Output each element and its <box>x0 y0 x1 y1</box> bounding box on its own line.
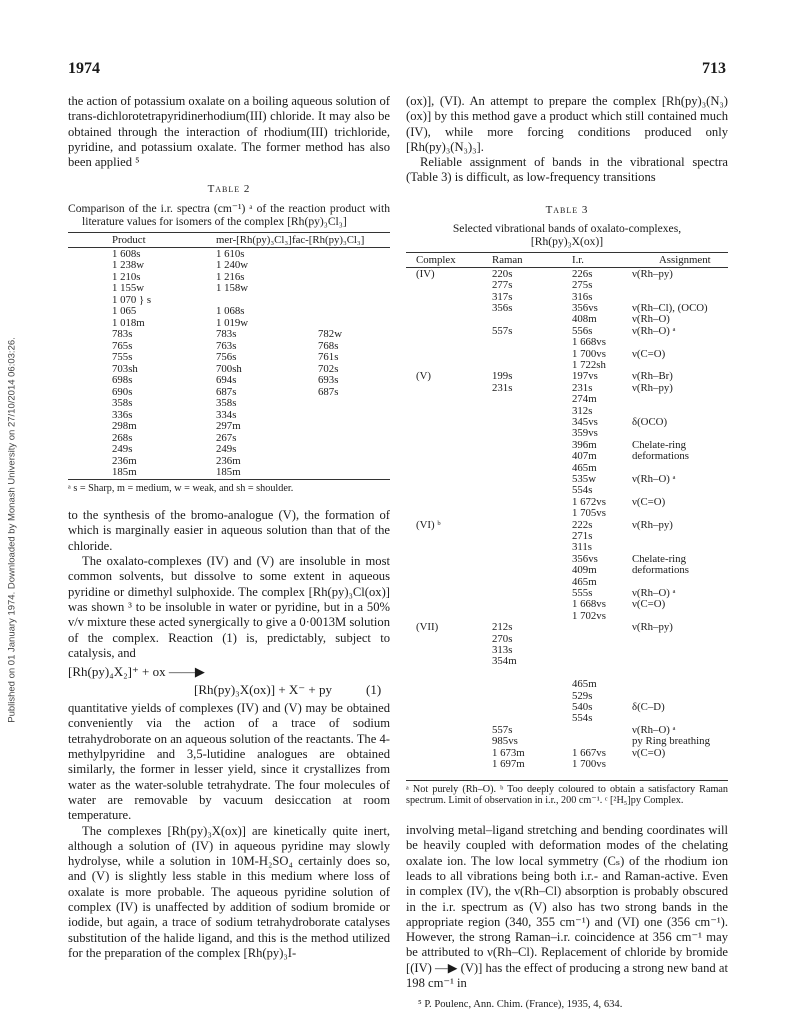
table3-header-ir: I.r. <box>572 253 584 266</box>
table2-product-cell: 698s <box>112 374 133 387</box>
table3-raman-cell: 231s <box>492 381 513 394</box>
table3-ir-cell: 555s <box>572 587 593 600</box>
table2-product-cell: 1 018m <box>112 316 145 329</box>
table3-raman-cell: 985vs <box>492 735 518 748</box>
table2-mer-cell: 185m <box>216 466 241 479</box>
right-paragraph-3: involving metal–ligand stretching and bending coordinates will be heavily coupled with deformation modes of the chelating oxalate ion. The low local symmetry (Cₛ) of the rhodium ion leads to all vibrations being both i.r.- and Raman-active. Even in complex (IV), the ν(Rh–Cl) absorption is probably obscured in the i.r. spectrum as (V) also has two strong bands in the appropriate region (340, 355 cm⁻¹) and (VI) one (356 cm⁻¹). However, the strong Raman–i.r. coincidence at 356 cm⁻¹ may be attributed to ν(Rh–Cl). Replacement of chloride by bromide [(IV) —▶ (V)] has the effect of producing a strong new band at 198 cm⁻¹ in <box>406 823 728 991</box>
equation-1 <box>68 661 390 701</box>
table2-product-cell: 249s <box>112 443 133 456</box>
page-number: 713 <box>702 60 726 77</box>
table2-mer-cell: 297m <box>216 420 241 433</box>
table3-ir-cell: 396m <box>572 438 597 451</box>
table3-assignment-cell: ν(Rh–py) <box>632 267 673 280</box>
table2-product-cell: 1 238w <box>112 259 145 272</box>
table2-footnote: ᵃ s = Sharp, m = medium, w = weak, and sh = shoulder. <box>68 479 390 495</box>
table3-raman-cell: 313s <box>492 644 513 657</box>
table2-product-cell: 358s <box>112 397 133 410</box>
table2-mer-cell: 358s <box>216 397 237 410</box>
table3-assignment-cell: δ(OCO) <box>632 416 668 429</box>
table3-raman-cell: 1 697m <box>492 758 525 771</box>
table3-ir-cell: 1 722sh <box>572 359 606 372</box>
left-paragraph-1: the action of potassium oxalate on a boiling aqueous solution of trans-dichlorotetrapyridinerhodium(III) chloride. It may also be obtained through the interaction of rhodium(III) trichloride, pyridine, and potassium oxalate. The former method has also been applied ⁵ <box>68 94 390 170</box>
table3-ir-cell: 312s <box>572 404 593 417</box>
table2-product-cell: 765s <box>112 339 133 352</box>
right-paragraph-1: (ox)], (VI). An attempt to prepare the complex [Rh(py)₃(N₃)(ox)] by this method gave a product which still contained much (IV), while more forcing conditions produced only [Rh(py)₃(N₃)₃]. <box>406 94 728 154</box>
table3-assignment-cell: ν(Rh–O) ᵃ <box>632 723 676 736</box>
table2-title: Table 2 <box>207 183 251 196</box>
left-paragraph-3: The oxalato-complexes (IV) and (V) are insoluble in most common solvents, but dissolve to some extent in aqueous pyridine or dimethyl sulphoxide. The complex [Rh(py)₃Cl(ox)] was shown ³ to be insoluble in water or pyridine, but in a 50% v/v mixture these acted synergically to give a 0·0013M solution of the complex. Reaction (1) is, predictably, subject to catalysis, and <box>68 554 390 660</box>
table2-fac-cell: 761s <box>318 351 339 364</box>
table3-raman-cell: 270s <box>492 632 513 645</box>
table3-complex-cell: (VII) <box>416 621 439 634</box>
table-header-rule <box>406 267 728 268</box>
table3-ir-cell: 465m <box>572 575 597 588</box>
table3-ir-cell: 408m <box>572 313 597 326</box>
table3-ir-cell: 1 705vs <box>572 507 606 520</box>
table3-assignment-cell: ν(C=O) <box>632 347 666 360</box>
table3-ir-cell: 540s <box>572 701 593 714</box>
left-column <box>68 94 390 961</box>
table2-mer-cell: 267s <box>216 431 237 444</box>
table3-ir-cell: 529s <box>572 689 593 702</box>
table3-ir-cell: 535w <box>572 473 596 486</box>
table3-title: Table 3 <box>545 203 589 216</box>
table2-mer-cell: 756s <box>216 351 237 364</box>
table2-fac-cell: 782w <box>318 328 342 341</box>
table3-assignment-cell: ν(C=O) <box>632 598 666 611</box>
table-header-rule <box>68 247 390 248</box>
table3-assignment-cell: deformations <box>632 450 689 463</box>
table3-ir-cell: 345vs <box>572 416 598 429</box>
table2-product-cell: 1 608s <box>112 247 141 260</box>
table2-product-cell: 1 065 <box>112 305 137 318</box>
table2-product-cell: 1 210s <box>112 270 141 283</box>
table2-product-cell: 336s <box>112 408 133 421</box>
table3-complex-cell: (VI) ᵇ <box>416 518 441 531</box>
reference-5: ⁵ P. Poulenc, Ann. Chim. (France), 1935, 4, 634. <box>418 999 623 1011</box>
table3-footnote: ᵃ Not purely (Rh–O). ᵇ Too deeply coloured to obtain a satisfactory Raman spectrum. Limit of observation in i.r., 200 cm⁻¹. ᶜ [²H₅]py Complex. <box>406 780 728 807</box>
table3-raman-cell: 212s <box>492 621 513 634</box>
table3-ir-cell: 271s <box>572 530 593 543</box>
table3-assignment-cell: δ(C–D) <box>632 701 665 714</box>
table3-assignment-cell: ν(Rh–O) <box>632 313 670 326</box>
equation-left: [Rh(py)₄X₂]⁺ + ox ——▶ <box>68 664 205 680</box>
table2-header-product: Product <box>112 233 146 246</box>
table2-mer-cell: 1 158w <box>216 282 249 295</box>
table2-product-cell: 1 070 } s <box>112 293 152 306</box>
table2-product-cell: 185m <box>112 466 137 479</box>
table2-mer-cell: 687s <box>216 385 237 398</box>
table3-assignment-cell: ν(Rh–O) ᵃ <box>632 473 676 486</box>
table3-raman-cell: 557s <box>492 324 513 337</box>
table3-raman-cell: 220s <box>492 267 513 280</box>
download-watermark-text: Published on 01 January 1974. Downloaded by Monash University on 27/10/2014 06:03:26. <box>6 337 18 723</box>
table3-ir-cell: 1 700vs <box>572 758 606 771</box>
left-paragraph-2: to the synthesis of the bromo-analogue (V), the formation of which is marginally easier in aqueous solution than that of the chloride. <box>68 508 390 553</box>
table3-ir-cell: 554s <box>572 484 593 497</box>
table2-product-cell: 236m <box>112 454 137 467</box>
table3-raman-cell: 557s <box>492 723 513 736</box>
table3-assignment-cell: ν(Rh–O) ᵃ <box>632 324 676 337</box>
table2-mer-cell: 236m <box>216 454 241 467</box>
table3-complex-cell: (V) <box>416 370 431 383</box>
table3-raman-cell: 317s <box>492 290 513 303</box>
table3-ir-cell: 407m <box>572 450 597 463</box>
table3-raman-cell: 356s <box>492 302 513 315</box>
table2-mer-cell: 763s <box>216 339 237 352</box>
left-paragraph-4: quantitative yields of complexes (IV) and (V) may be obtained conveniently via the action of a trace of sodium tetrahydroborate on an aqueous solution of the reactants. The 4-methylpyridine and 3,5-lutidine analogues are obtained similarly, the former in lesser yield, since it crystallizes from water as the water-soluble tetrahydrate. The four molecules of water are removable by vacuum desiccation at room temperature. <box>68 701 390 823</box>
table3-top-rule <box>406 252 728 253</box>
table3-ir-cell: 556s <box>572 324 593 337</box>
table3-assignment-cell: Chelate-ring <box>632 552 686 565</box>
table2-product-cell: 755s <box>112 351 133 364</box>
table3-ir-cell: 1 700vs <box>572 347 606 360</box>
table2-mer-cell: 1 216s <box>216 270 245 283</box>
table2-mer-cell: 1 240w <box>216 259 249 272</box>
table3-raman-cell: 199s <box>492 370 513 383</box>
table3-caption-1: Selected vibrational bands of oxalato-complexes, <box>452 222 682 236</box>
download-watermark <box>2 180 22 880</box>
table2-mer-cell: 249s <box>216 443 237 456</box>
table3-ir-cell: 311s <box>572 541 592 554</box>
table3-ir-cell: 222s <box>572 518 593 531</box>
table3-assignment-cell: Chelate-ring <box>632 438 686 451</box>
table2-product-cell: 268s <box>112 431 133 444</box>
table3-raman-cell: 354m <box>492 655 517 668</box>
table2-header-fac: fac-[Rh(py)₃Cl₃] <box>292 233 365 246</box>
table2-mer-cell: 694s <box>216 374 237 387</box>
table2-caption: Comparison of the i.r. spectra (cm⁻¹) ᵃ of the reaction product with literature values for isomers of the complex [Rh(py)₃Cl₃] <box>68 201 390 229</box>
table3-header-assignment: Assignment <box>659 253 711 266</box>
table3-assignment-cell: ν(Rh–O) ᵃ <box>632 587 676 600</box>
table2-mer-cell: 783s <box>216 328 237 341</box>
table2-product-cell: 1 155w <box>112 282 145 295</box>
table2-mer-cell: 1 068s <box>216 305 245 318</box>
table3-ir-cell: 226s <box>572 267 593 280</box>
table2-mer-cell: 1 610s <box>216 247 245 260</box>
table3-ir-cell: 356vs <box>572 302 598 315</box>
table2-mer-cell: 1 019w <box>216 316 249 329</box>
table3-assignment-cell: ν(C=O) <box>632 495 666 508</box>
table3-ir-cell: 465m <box>572 678 597 691</box>
table3-ir-cell: 1 667vs <box>572 746 606 759</box>
table2-mer-cell: 334s <box>216 408 237 421</box>
table3-assignment-cell: ν(Rh–py) <box>632 621 673 634</box>
table3-header-complex: Complex <box>416 253 456 266</box>
table2-product-cell: 783s <box>112 328 133 341</box>
equation-right: [Rh(py)₃X(ox)] + X⁻ + py <box>194 682 332 698</box>
table3-ir-cell: 1 672vs <box>572 495 606 508</box>
table3 <box>406 251 728 780</box>
table3-ir-cell: 465m <box>572 461 597 474</box>
table3-ir-cell: 554s <box>572 712 593 725</box>
table2-fac-cell: 768s <box>318 339 339 352</box>
table3-header-raman: Raman <box>492 253 523 266</box>
table3-assignment-cell: ν(Rh–Cl), (OCO) <box>632 302 708 315</box>
table3-assignment-cell: ν(Rh–py) <box>632 518 673 531</box>
table3-caption-2: [Rh(py)₃X(ox)] <box>530 235 604 249</box>
table3-assignment-cell: py Ring breathing <box>632 735 710 748</box>
table3-complex-cell: (IV) <box>416 267 435 280</box>
table2-header-mer: mer-[Rh(py)₃Cl₃] <box>216 233 292 246</box>
table3-ir-cell: 356vs <box>572 552 598 565</box>
table3-assignment-cell: ν(Rh–Br) <box>632 370 673 383</box>
table2-product-cell: 298m <box>112 420 137 433</box>
page-year: 1974 <box>68 60 100 77</box>
table2-product-cell: 703sh <box>112 362 138 375</box>
table3-ir-cell: 1 668vs <box>572 598 606 611</box>
table3-ir-cell: 275s <box>572 279 593 292</box>
table2-fac-cell: 702s <box>318 362 339 375</box>
table3-ir-cell: 1 702vs <box>572 609 606 622</box>
table3-ir-cell: 231s <box>572 381 593 394</box>
table3-ir-cell: 274m <box>572 393 597 406</box>
table2-mer-cell: 700sh <box>216 362 242 375</box>
table3-assignment-cell: ν(C=O) <box>632 746 666 759</box>
table2-fac-cell: 687s <box>318 385 339 398</box>
table3-ir-cell: 359vs <box>572 427 598 440</box>
table3-assignment-cell: ν(Rh–py) <box>632 381 673 394</box>
table3-raman-cell: 277s <box>492 279 513 292</box>
table2-product-cell: 690s <box>112 385 133 398</box>
table3-ir-cell: 409m <box>572 564 597 577</box>
table2-top-rule <box>68 232 390 233</box>
table3-ir-cell: 316s <box>572 290 593 303</box>
table3-ir-cell: 197vs <box>572 370 598 383</box>
table3-raman-cell: 1 673m <box>492 746 525 759</box>
right-column <box>406 94 728 1011</box>
left-paragraph-5: The complexes [Rh(py)₃X(ox)] are kinetically quite inert, although a solution of (IV) in aqueous pyridine may slowly hydrolyse, while a solution in 10M-H₂SO₄ certainly does so, and (V) is slightly less stable in this medium where loss of oxalate is more probable. The aqueous pyridine solution of complex (IV) is unaffected by addition of sodium bromide or iodide, but again, a trace of sodium tetrahydroborate catalyses substitution of the halide ligand, and this is the method utilized for the preparation of the complex [Rh(py)₃I- <box>68 823 390 960</box>
right-paragraph-2: Reliable assignment of bands in the vibrational spectra (Table 3) is difficult, as low-frequency transitions <box>406 155 728 185</box>
table3-ir-cell: 1 668vs <box>572 336 606 349</box>
table3-assignment-cell: deformations <box>632 564 689 577</box>
table2 <box>68 231 390 479</box>
table2-fac-cell: 693s <box>318 374 339 387</box>
equation-number: (1) <box>366 682 382 698</box>
